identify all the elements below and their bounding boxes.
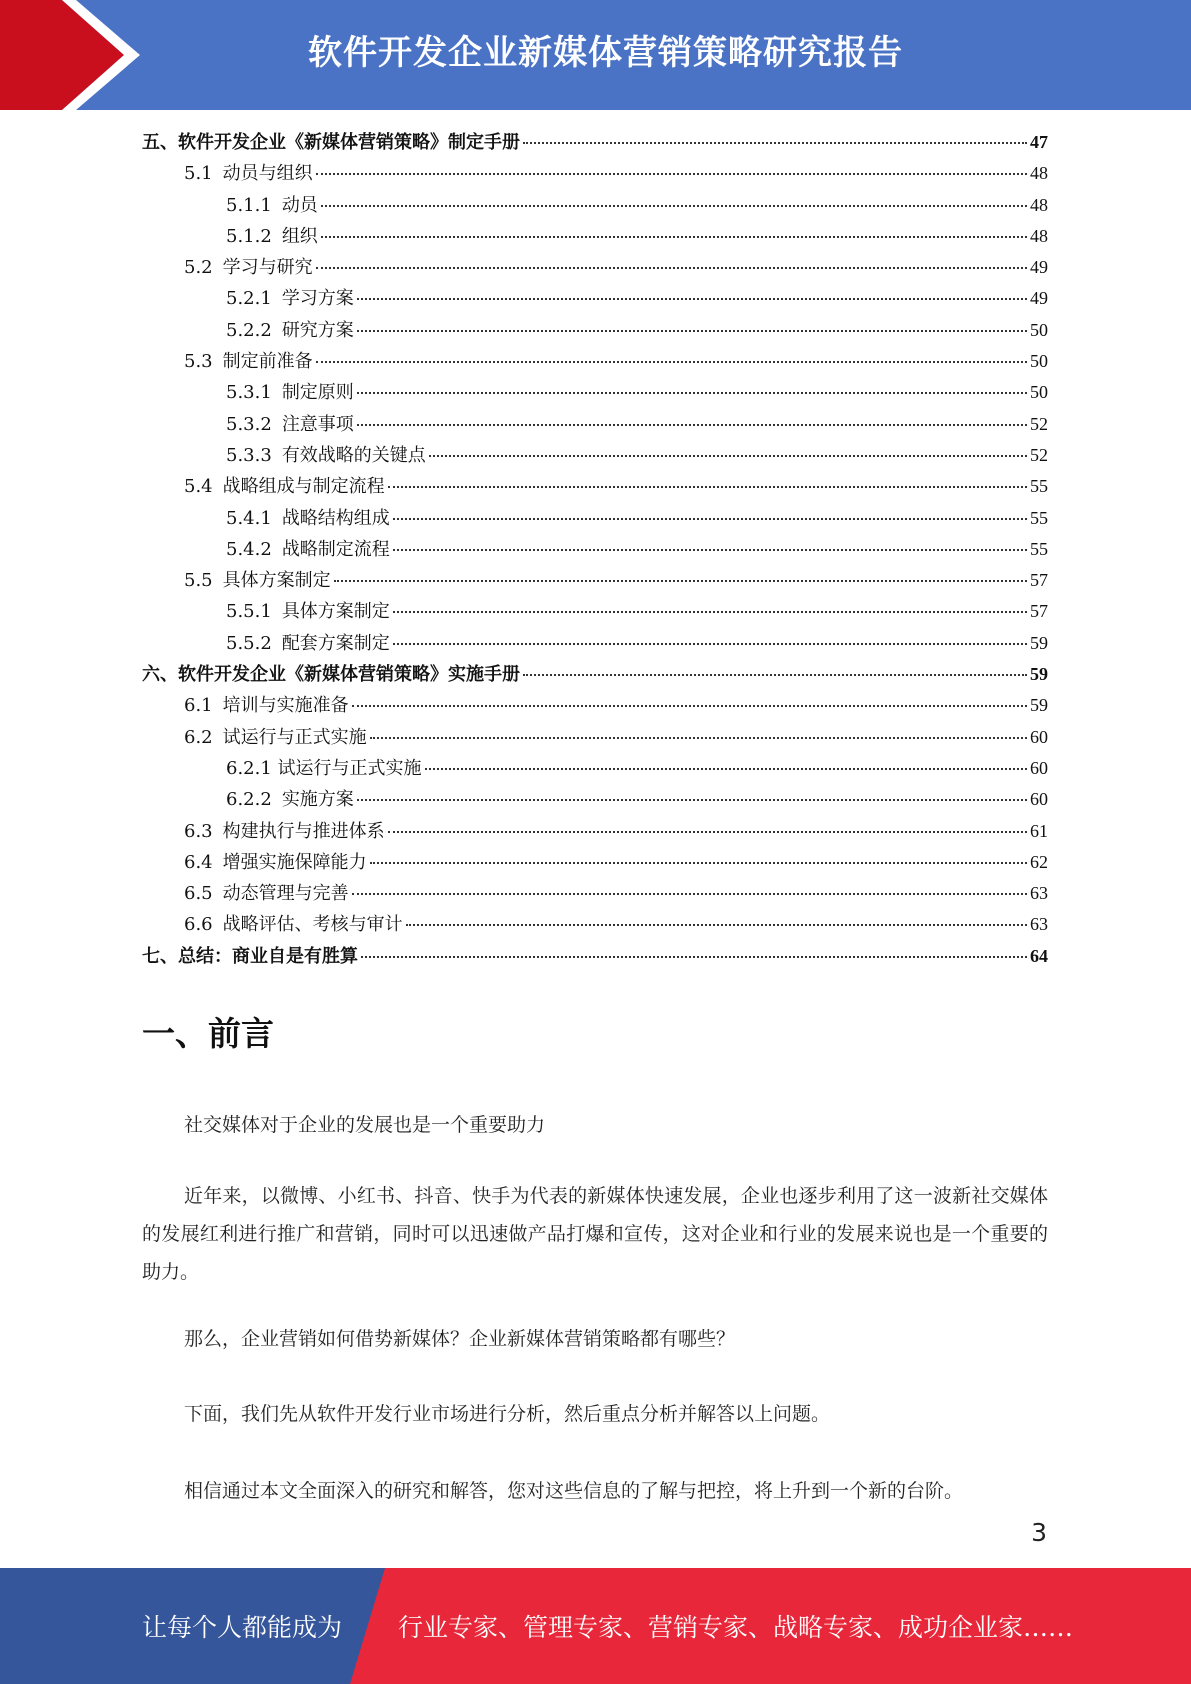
toc-entry-number: 6.2: [184, 726, 213, 748]
toc-entry-title: 学习方案: [281, 288, 354, 310]
toc-dot-leader: [357, 298, 1027, 300]
toc-dot-leader: [370, 737, 1027, 739]
toc-entry-page: 49: [1030, 288, 1048, 309]
section-title: 一、前言: [142, 1014, 274, 1053]
toc-entry-label: [142, 785, 354, 811]
toc-entry-page: 60: [1030, 726, 1048, 747]
toc-entry-label: [142, 691, 349, 717]
toc-entry-title: 动员: [281, 194, 318, 216]
toc-entry-label: [142, 723, 367, 749]
toc-dot-leader: [393, 611, 1027, 613]
toc-entry-title: 增强实施保障能力: [222, 851, 367, 873]
header-red-arrow-decoration: [0, 0, 150, 110]
toc-entry-title: 七、总结：商业自是有胜算: [142, 945, 358, 967]
toc-dot-leader: [393, 643, 1027, 645]
toc-entry-label: [142, 660, 520, 686]
toc-entry-page: 48: [1030, 194, 1048, 215]
toc-entry-title: 研究方案: [281, 319, 354, 341]
toc-entry-label: [142, 910, 403, 936]
toc-entry-title: 战略结构组成: [281, 507, 390, 529]
toc-entry-title: 动态管理与完善: [222, 883, 349, 905]
toc-entry-page: 55: [1030, 476, 1048, 497]
table-of-contents: [142, 128, 1048, 973]
toc-entry-page: 61: [1030, 820, 1048, 841]
toc-entry-label: [142, 159, 313, 185]
toc-dot-leader: [352, 705, 1027, 707]
toc-entry-number: 6.4: [184, 851, 213, 873]
toc-entry[interactable]: [142, 378, 1048, 409]
toc-entry-page: 62: [1030, 851, 1048, 872]
toc-entry[interactable]: [142, 222, 1048, 253]
toc-entry-title: 试运行与正式实施: [222, 726, 367, 748]
toc-entry-title: 培训与实施准备: [222, 695, 349, 717]
footer-slogan-right: 行业专家、管理专家、营销专家、战略专家、成功企业家……: [398, 1613, 1074, 1642]
toc-entry-title: 构建执行与推进体系: [222, 820, 385, 842]
toc-entry[interactable]: [142, 535, 1048, 566]
toc-entry[interactable]: [142, 785, 1048, 816]
toc-entry-page: 50: [1030, 319, 1048, 340]
toc-entry-page: 50: [1030, 382, 1048, 403]
paragraph-5: 相信通过本文全面深入的研究和解答，您对这些信息的了解与把控，将上升到一个新的台阶。: [184, 1480, 964, 1502]
toc-dot-leader: [523, 674, 1027, 676]
toc-entry[interactable]: [142, 942, 1048, 973]
toc-entry-label: [142, 128, 520, 154]
toc-entry[interactable]: [142, 879, 1048, 910]
toc-entry[interactable]: [142, 504, 1048, 535]
toc-entry-title: 有效战略的关键点: [281, 444, 426, 466]
toc-dot-leader: [334, 580, 1027, 582]
toc-entry-label: [142, 597, 390, 623]
toc-entry[interactable]: [142, 191, 1048, 222]
toc-entry-number: 5.3: [184, 351, 213, 373]
toc-dot-leader: [425, 768, 1027, 770]
toc-entry-label: [142, 879, 349, 905]
toc-entry[interactable]: [142, 910, 1048, 941]
toc-dot-leader: [370, 862, 1027, 864]
toc-entry-title: 六、软件开发企业《新媒体营销策略》实施手册: [142, 664, 520, 686]
toc-dot-leader: [393, 549, 1027, 551]
toc-entry-number: 5.1: [184, 163, 213, 185]
toc-entry[interactable]: [142, 597, 1048, 628]
toc-entry[interactable]: [142, 347, 1048, 378]
toc-entry-title: 五、软件开发企业《新媒体营销策略》制定手册: [142, 132, 520, 153]
toc-entry[interactable]: [142, 410, 1048, 441]
toc-entry-label: [142, 441, 426, 467]
toc-entry-page: 55: [1030, 538, 1048, 559]
toc-entry-label: [142, 410, 354, 436]
toc-entry-page: 55: [1030, 507, 1048, 528]
toc-entry-label: [142, 942, 358, 968]
toc-entry[interactable]: [142, 691, 1048, 722]
toc-entry[interactable]: [142, 566, 1048, 597]
paragraph-3: 那么，企业营销如何借势新媒体？企业新媒体营销策略都有哪些？: [184, 1328, 736, 1350]
toc-entry-label: [142, 347, 313, 373]
toc-entry-number: 5.2.2: [226, 319, 272, 341]
toc-entry-number: 6.2.2: [226, 789, 272, 811]
toc-dot-leader: [361, 956, 1027, 958]
toc-entry-label: [142, 316, 354, 342]
toc-entry-label: [142, 848, 367, 874]
toc-entry-number: 6.6: [184, 914, 213, 936]
toc-entry-page: 59: [1030, 695, 1048, 716]
toc-entry-title: 战略组成与制定流程: [222, 476, 385, 498]
toc-entry-number: 6.1: [184, 695, 213, 717]
toc-entry-label: [142, 222, 318, 248]
toc-entry-title: 组织: [281, 225, 318, 247]
toc-entry-title: 配套方案制定: [281, 632, 390, 654]
toc-dot-leader: [316, 267, 1027, 269]
toc-entry-page: 59: [1030, 632, 1048, 653]
toc-entry-page: 48: [1030, 163, 1048, 184]
toc-entry[interactable]: [142, 441, 1048, 472]
toc-entry-page: 60: [1030, 757, 1048, 778]
toc-entry-number: 5.3.3: [226, 444, 272, 466]
toc-dot-leader: [388, 486, 1027, 488]
toc-dot-leader: [406, 924, 1027, 926]
toc-entry-label: [142, 566, 331, 592]
toc-entry-page: 52: [1030, 444, 1048, 465]
toc-entry[interactable]: [142, 253, 1048, 284]
toc-entry-label: [142, 284, 354, 310]
toc-dot-leader: [393, 518, 1027, 520]
toc-entry-title: 战略制定流程: [281, 538, 390, 560]
footer-slogan-left: 让每个人都能成为: [142, 1613, 343, 1642]
toc-entry-number: 5.5.2: [226, 632, 272, 654]
toc-entry-title: 战略评估、考核与审计: [222, 914, 403, 936]
toc-dot-leader: [357, 799, 1027, 801]
toc-entry-number: 5.3.2: [226, 413, 272, 435]
toc-dot-leader: [357, 424, 1027, 426]
toc-entry-page: 64: [1030, 945, 1048, 966]
toc-entry-title: 制定原则: [281, 382, 354, 404]
toc-entry-page: 63: [1030, 883, 1048, 904]
toc-entry-label: [142, 754, 422, 780]
toc-dot-leader: [316, 361, 1027, 363]
toc-entry-page: 63: [1030, 914, 1048, 935]
toc-entry[interactable]: [142, 316, 1048, 347]
toc-entry[interactable]: [142, 848, 1048, 879]
toc-entry-label: [142, 535, 390, 561]
toc-entry-number: 5.4.2: [226, 538, 272, 560]
toc-entry-number: 5.2.1: [226, 288, 272, 310]
toc-entry[interactable]: [142, 284, 1048, 315]
page-header: [0, 0, 1191, 110]
toc-entry-page: 57: [1030, 570, 1048, 591]
header-title: 软件开发企业新媒体营销策略研究报告: [308, 33, 903, 73]
toc-entry-title: 6.2.1 试运行与正式实施: [226, 757, 422, 779]
toc-entry-page: 50: [1030, 351, 1048, 372]
toc-entry-title: 动员与组织: [222, 163, 313, 185]
toc-entry-page: 60: [1030, 789, 1048, 810]
toc-entry-title: 具体方案制定: [222, 570, 331, 592]
toc-entry[interactable]: [142, 817, 1048, 848]
page-footer: [0, 1568, 1191, 1684]
toc-dot-leader: [321, 205, 1027, 207]
toc-entry-page: 49: [1030, 257, 1048, 278]
toc-entry-number: 5.5: [184, 570, 213, 592]
toc-entry-page: 48: [1030, 225, 1048, 246]
toc-entry-page: 52: [1030, 413, 1048, 434]
toc-entry[interactable]: [142, 128, 1048, 159]
toc-entry-label: [142, 253, 313, 279]
toc-entry-title: 制定前准备: [222, 351, 313, 373]
toc-entry-title: 注意事项: [281, 413, 354, 435]
toc-entry-title: 学习与研究: [222, 257, 313, 279]
toc-entry-number: 6.5: [184, 883, 213, 905]
toc-entry-number: 5.1.1: [226, 194, 272, 216]
toc-entry[interactable]: [142, 754, 1048, 785]
toc-entry[interactable]: [142, 472, 1048, 503]
toc-dot-leader: [352, 893, 1027, 895]
toc-entry-label: [142, 629, 390, 655]
toc-dot-leader: [321, 236, 1027, 238]
toc-entry-number: 5.3.1: [226, 382, 272, 404]
toc-entry[interactable]: [142, 159, 1048, 190]
toc-entry-page: 59: [1030, 664, 1048, 685]
toc-entry-number: 5.2: [184, 257, 213, 279]
toc-entry[interactable]: [142, 723, 1048, 754]
toc-entry-title: 具体方案制定: [281, 601, 390, 623]
toc-entry-title: 实施方案: [281, 789, 354, 811]
toc-entry[interactable]: [142, 660, 1048, 691]
toc-entry-label: [142, 504, 390, 530]
toc-entry-number: 5.4.1: [226, 507, 272, 529]
toc-entry-number: 5.5.1: [226, 601, 272, 623]
toc-entry-number: 5.1.2: [226, 225, 272, 247]
toc-entry-page: 47: [1030, 132, 1048, 152]
paragraph-1: 社交媒体对于企业的发展也是一个重要助力: [184, 1114, 546, 1136]
toc-entry-page: 57: [1030, 601, 1048, 622]
paragraph-4: 下面，我们先从软件开发行业市场进行分析，然后重点分析并解答以上问题。: [184, 1403, 831, 1425]
toc-dot-leader: [523, 142, 1027, 144]
toc-entry[interactable]: [142, 629, 1048, 660]
toc-dot-leader: [388, 831, 1027, 833]
toc-dot-leader: [357, 330, 1027, 332]
toc-entry-label: [142, 191, 318, 217]
toc-entry-label: [142, 817, 385, 843]
toc-dot-leader: [357, 392, 1027, 394]
toc-entry-label: [142, 472, 385, 498]
toc-dot-leader: [429, 455, 1027, 457]
toc-entry-number: 5.4: [184, 476, 213, 498]
toc-entry-label: [142, 378, 354, 404]
paragraph-2: 近年来，以微博、小红书、抖音、快手为代表的新媒体快速发展，企业也逐步利用了这一波新社交媒体的发展红利进行推广和营销，同时可以迅速做产品打爆和宣传，这对企业和行业的发展来说也是一个重要的助力。: [142, 1185, 1048, 1283]
toc-dot-leader: [316, 173, 1027, 175]
toc-entry-number: 6.3: [184, 820, 213, 842]
page-number: 3: [1031, 1518, 1047, 1547]
